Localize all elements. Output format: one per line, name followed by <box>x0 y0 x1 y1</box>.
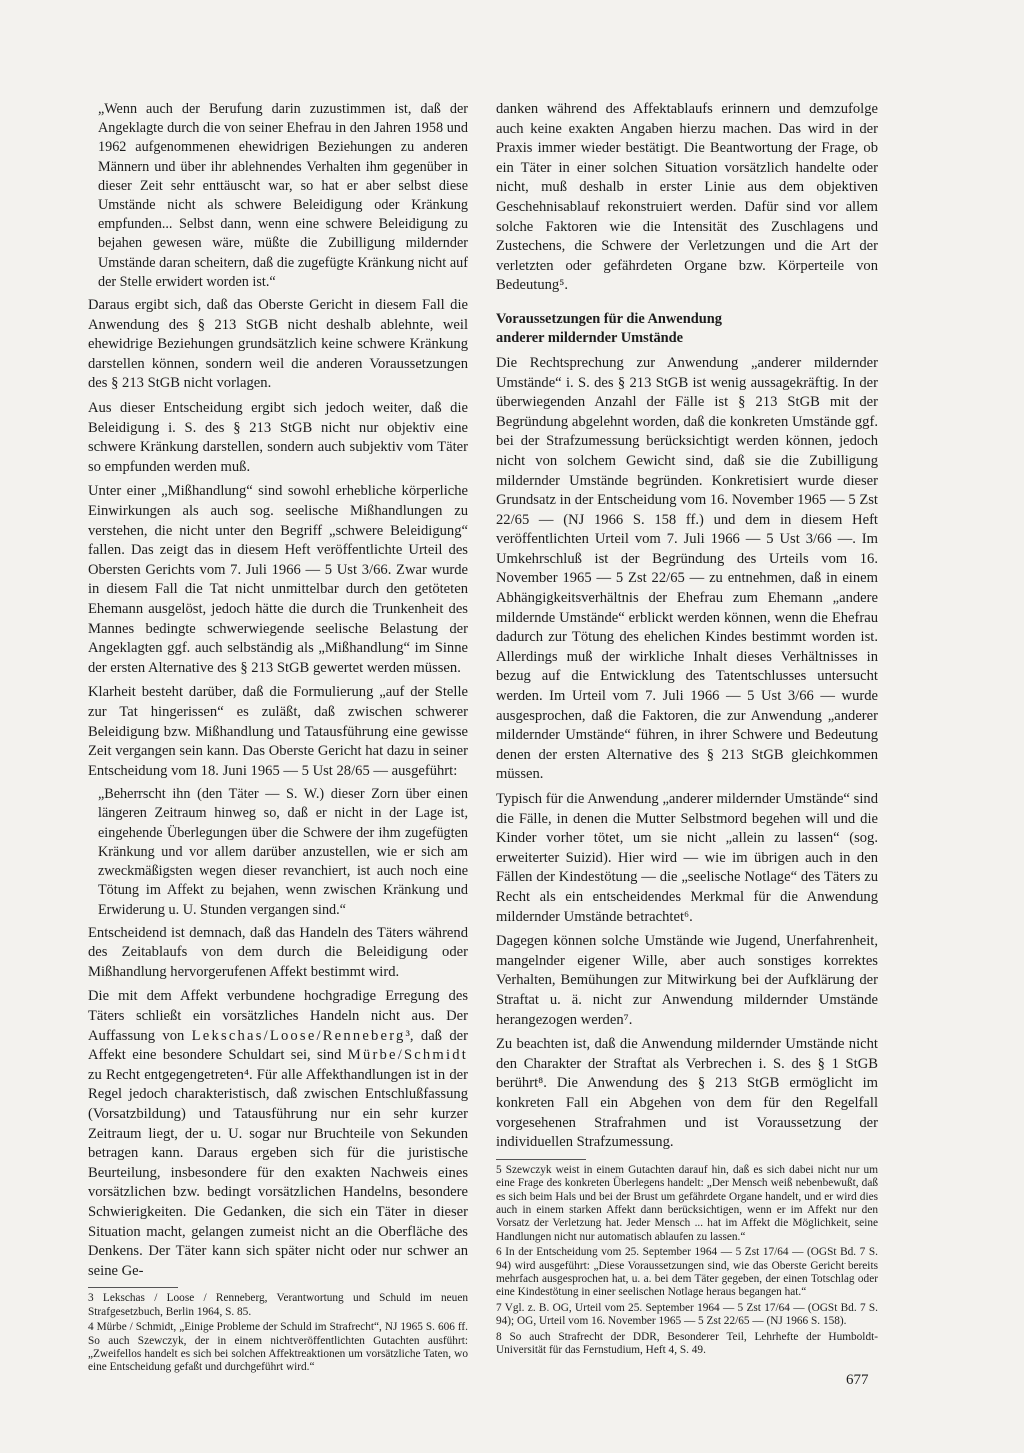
body-paragraph: Dagegen können solche Umstände wie Jugend, Unerfahrenheit, mangelnder eigener Wille, aber auch sonstiges korrektes Verhalten, Bemühungen zur Mitwirkung bei der Aufklärung der Straftat u. ä. nicht zur Anwendung mildernder Umstände herangezogen werden⁷. <box>496 933 878 1028</box>
quotation-block <box>98 785 468 919</box>
text-run: ³, daß der Affekt eine besondere Schuldart sei, sind <box>88 1027 468 1064</box>
footnote: 3 Lekschas / Loose / Renneberg, Verantwortung und Schuld im neuen Strafgesetzbuch, Berlin 1964, S. 85. <box>88 1292 468 1318</box>
body-paragraph: Entscheidend ist demnach, daß das Handeln des Täters während des Zeitablaufs von dem durch die Beleidigung oder Mißhandlung hervorgerufenen Affekt bestimmt wird. <box>88 924 468 980</box>
text-run: Die mit dem Affekt verbundene hochgradige Erregung des Täters schließt ein vorsätzliches Handeln nicht aus. Der Auffassung von <box>88 988 468 1044</box>
body-paragraph: Zu beachten ist, daß die Anwendung mildernder Umstände nicht den Charakter der Straftat als Verbrechen i. S. des § 1 StGB berührt⁸. Die Anwendung des § 213 StGB ermöglicht im konkreten Fall ein Abgehen von dem für den Regelfall vorgesehenen Strafrahmen und ist Voraussetzung der individuellen Strafzumessung. <box>496 1036 878 1151</box>
footnote: 7 Vgl. z. B. OG, Urteil vom 25. September 1964 — 5 Zst 17/64 — (OGSt Bd. 7 S. 94); OG, Urteil vom 16. November 1965 — 5 Zst 22/65 — (NJ 1966 S. 158). <box>496 1301 878 1328</box>
quotation-block <box>98 100 468 292</box>
section-heading <box>496 310 878 348</box>
footnote: 5 Szewczyk weist in einem Gutachten darauf hin, daß es sich dabei nicht nur um eine Frage des konkreten Überlegens handelt: „Der Mensch weiß nebenbewußt, daß es sich beim Hals und bei der Brust um gefährdete Organe handelt, und er wird dies auch in einem starken Affekt dann berücksichtigen, wenn er im Affekt nur den Vorsatz der Verletzung hat. Jeder Mensch ... hat im Affekt die Möglichkeit, seine Handlungen nicht nur automatisch ablaufen zu lassen.“ <box>496 1163 878 1243</box>
body-paragraph: Typisch für die Anwendung „anderer mildernder Umstände“ sind die Fälle, in denen die Mutter Selbstmord begehen will und die Kinder vorher tötet, um sie nicht „allein zu lassen“ (sog. erweiterter Suizid). Hier wird — wie im übrigen auch in den Fällen der Kindestötung — die „seelische Notlage“ des Täters zu Recht als ein entscheidendes Merkmal für die Anwendung mildernder Umstände betrachtet⁶. <box>496 791 878 925</box>
body-paragraph: danken während des Affektablaufs erinnern und demzufolge auch keine exakten Angaben hierzu machen. Das wird in der Praxis immer wieder bestätigt. Die Beantwortung der Frage, ob ein Täter in einer solchen Situation vorsätzlich handelte oder nicht, muß deshalb in erster Linie aus dem objektiven Geschehnisablauf rekonstruiert werden. Dafür sind vor allem solche Faktoren wie die Intensität des Zuschlagens und Zustechens, die Schwere der Verletzungen und die Art der verletzten oder gefährdeten Organe bzw. Körperteile von Bedeutung⁵. <box>496 101 878 294</box>
footnote-divider <box>88 1287 178 1288</box>
heading-line: anderer mildernder Umstände <box>496 329 684 346</box>
footnote: 8 So auch Strafrecht der DDR, Besonderer Teil, Lehrhefte der Humboldt-Universität für das Fernstudium, Heft 4, S. 49. <box>496 1330 878 1356</box>
right-column <box>496 100 878 1357</box>
body-paragraph: Unter einer „Mißhandlung“ sind sowohl erhebliche körperliche Einwirkungen als auch sog. seelische Mißhandlungen zu verstehen, die nicht unter den Begriff „schwere Beleidigung“ fallen. Das zeigt das in diesem Heft veröffentlichte Urteil des Obersten Gerichts vom 7. Juli 1966 — 5 Ust 3/66. Zwar wurde in diesem Fall die Tat nicht unmittelbar durch den getöteten Ehemann ausgelöst, jedoch hätte die durch die Trunkenheit des Mannes bedingte schwerwiegende seelische Belastung der Angeklagten ggf. auch selbständig als „Mißhandlung“ im Sinne der ersten Alternative des § 213 StGB gewertet werden müssen. <box>88 483 468 676</box>
body-paragraph: Klarheit besteht darüber, daß die Formulierung „auf der Stelle zur Tat hingerissen“ es zuläßt, daß zwischen schwerer Beleidigung bzw. Mißhandlung und Tatausführung eine gewisse Zeit vergangen sein kann. Das Oberste Gericht hat dazu in seiner Entscheidung vom 18. Juni 1965 — 5 Ust 28/65 — ausgeführt: <box>88 684 468 779</box>
footnote-divider <box>496 1159 586 1160</box>
footnote: 6 In der Entscheidung vom 25. September 1964 — 5 Zst 17/64 — (OGSt Bd. 7 S. 94) wird ausgeführt: „Diese Voraussetzungen sind, wie das Oberste Gericht bereits mehrfach ausgesprochen hat, u. a. bei dem Täter gegeben, der einen Totschlag oder eine Kindestötung in einer seelischen Notlage heraus begangen hat.“ <box>496 1246 878 1299</box>
author-names-spaced: Mürbe/Schmidt <box>347 1047 468 1064</box>
quote-paragraph: „Wenn auch der Berufung darin zuzustimmen ist, daß der Angeklagte durch die von seiner Ehefrau in den Jahren 1958 und 1962 aufgenommenen ehewidrigen Beziehungen zu anderen Männern und über ihr ablehnendes Verhalten ihm gegenüber in dieser Zeit sehr enttäuscht war, so hat er aber selbst diese Umstände nicht als schwere Beleidigung oder Kränkung empfunden... Selbst dann, wenn eine schwere Beleidigung zu bejahen gewesen wäre, müßte die Zubilligung mildernder Umstände daran scheitern, daß die zugefügte Kränkung nicht auf der Stelle erwidert worden ist.“ <box>98 101 468 290</box>
left-column <box>88 100 468 1375</box>
author-names-spaced: Lekschas/Loose/Renneberg <box>191 1027 406 1044</box>
body-paragraph: Die Rechtsprechung zur Anwendung „anderer mildernder Umstände“ i. S. des § 213 StGB ist wenig aussagekräftig. In der überwiegenden Anzahl der Fälle ist § 213 StGB mit der Begründung abgelehnt worden, daß die konkreten Umstände ggf. bei der Strafzumessung berücksichtigt werden können, jedoch nicht von solchem Gewicht sind, daß sie die Zubilligung mildernder Umstände begründen. Konkretisiert wurde dieser Grundsatz in der Entscheidung vom 16. November 1965 — 5 Zst 22/65 — (NJ 1966 S. 158 ff.) und dem in diesem Heft veröffentlichten Urteil vom 7. Juli 1966 — 5 Ust 3/66 —. Im Umkehrschluß ist der Begründung des Urteils vom 16. November 1965 — 5 Zst 22/65 — zu entnehmen, daß in einem Abhängigkeitsverhältnis der Ehefrau zum Ehemann „andere mildernde Umstände“ erblickt werden können, wenn die Ehefrau dadurch zur Tötung des ehelichen Kindes bestimmt worden ist. Allerdings muß der wirkliche Inhalt dieses Verhältnisses in bezug auf die Entwicklung des Tatentschlusses untersucht werden. Im Urteil vom 7. Juli 1966 — 5 Ust 3/66 — wurde ausgesprochen, daß die Faktoren, die zur Anwendung „anderer mildernder Umstände“ führen, in ihrer Schwere und Bedeutung denen der ersten Alternative des § 213 StGB gleichkommen müssen. <box>496 354 878 783</box>
body-paragraph: Daraus ergibt sich, daß das Oberste Gericht in diesem Fall die Anwendung des § 213 StGB nicht deshalb ablehnte, weil ehewidrige Beziehungen grundsätzlich keine schwere Kränkung darstellen können, sondern weil die anderen Voraussetzungen des § 213 StGB nicht vorlagen. <box>88 297 468 392</box>
body-paragraph <box>88 987 468 1281</box>
quote-paragraph: „Beherrscht ihn (den Täter — S. W.) dieser Zorn über einen längeren Zeitraum hinweg so, daß er nicht in der Lage ist, eingehende Überlegungen über die Schwere der ihm zugefügten Kränkung und vor allem darüber anzustellen, wie er sich am zweckmäßigsten wegen dieser revanchiert, ist auch noch eine Tötung im Affekt zu bejahen, wenn zwischen Kränkung und Erwiderung u. U. Stunden vergangen sind.“ <box>98 786 468 918</box>
page-number: 677 <box>846 1372 869 1388</box>
text-run: zu Recht entgegengetreten⁴. Für alle Affekthandlungen ist in der Regel jedoch charakteristisch, daß zwischen Entschlußfassung (Vorsatzbildung) und Tatausführung nur ein sehr kurzer Zeitraum liegt, der u. U. sogar nur Bruchteile von Sekunden betragen kann. Daraus ergeben sich für die juristische Beurteilung, insbesondere für den exakten Nachweis eines vorsätzlichen bzw. bedingt vorsätzlichen Handelns, besondere Schwierigkeiten. Die Gedanken, die sich ein Täter in dieser Situation macht, gelangen zumeist nicht an die Oberfläche des Denkens. Der Täter kann sich später nicht oder nur schwer an seine Ge- <box>88 1066 468 1279</box>
body-paragraph: Aus dieser Entscheidung ergibt sich jedoch weiter, daß die Beleidigung i. S. des § 213 StGB nicht nur objektiv eine schwere Kränkung darstellen, sondern auch subjektiv vom Täter so empfunden werden muß. <box>88 400 468 475</box>
footnote: 4 Mürbe / Schmidt, „Einige Probleme der Schuld im Strafrecht“, NJ 1965 S. 606 ff. So auch Szewczyk, der in einem nichtveröffentlichten Gutachten ausführt: „Zweifellos handelt es sich bei solchen Affektreaktionen um vorsätzliche Taten, wo eine Entscheidung gefaßt und durchgeführt wird.“ <box>88 1321 468 1374</box>
heading-line: Voraussetzungen für die Anwendung <box>496 310 722 327</box>
